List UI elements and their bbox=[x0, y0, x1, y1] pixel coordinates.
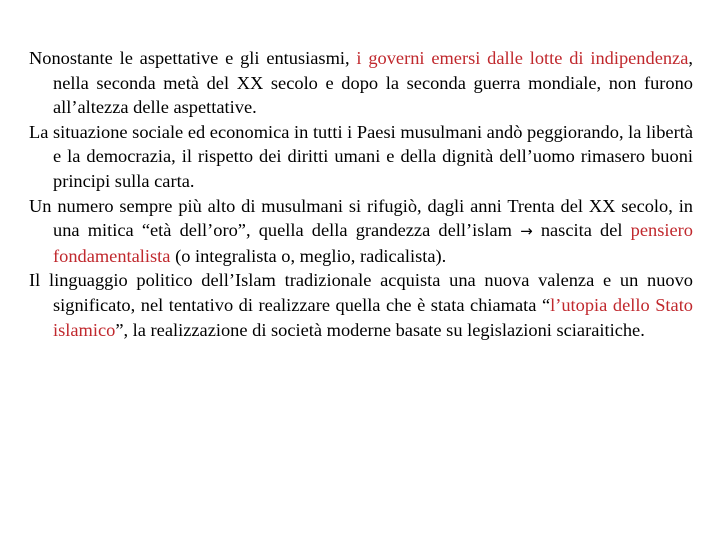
slide-body bbox=[29, 46, 693, 342]
highlight-utopia-stato-islamico: l’utopia dello Stato islamico bbox=[53, 294, 693, 340]
highlight-governi-indipendenza: i governi emersi dalle lotte di indipendenza bbox=[356, 48, 689, 68]
paragraph-situazione bbox=[29, 120, 693, 194]
highlight-pensiero-fondamentalista: pensiero fondamentalista bbox=[53, 220, 693, 266]
paragraph-3-text-a: Un numero sempre più alto di musulmani si rifugiò, dagli anni Trenta del XX secolo, in una mitica “età dell’oro”, quella della grandezza dell’islam bbox=[29, 195, 693, 241]
paragraph-3-text-c: (o integralista o, meglio, radicalista). bbox=[170, 245, 447, 266]
paragraph-linguaggio bbox=[29, 268, 693, 342]
paragraph-1-text-b: , nella seconda metà del XX secolo e dopo la seconda guerra mondiale, non furono all’altezza delle aspettative. bbox=[53, 48, 693, 118]
paragraph-2-text: La situazione sociale ed economica in tutti i Paesi musulmani andò peggiorando, la libertà e la democrazia, il rispetto dei diritti umani e della dignità dell’uomo rimasero buoni principi sulla carta. bbox=[29, 121, 693, 191]
paragraph-4-text-b: ”, la realizzazione di società moderne basate su legislazioni sciaraitiche. bbox=[115, 319, 645, 340]
right-arrow-icon: → bbox=[520, 222, 533, 241]
paragraph-4-text-a: Il linguaggio politico dell’Islam tradizionale acquista una nuova valenza e un nuovo significato, nel tentativo di realizzare quella che è stata chiamata “ bbox=[29, 270, 693, 315]
paragraph-eta-oro bbox=[29, 194, 693, 269]
paragraph-3-text-b: nascita del bbox=[532, 220, 631, 241]
paragraph-1-text-a: Nonostante le aspettative e gli entusiasmi, bbox=[29, 48, 357, 68]
paragraph-governi bbox=[29, 46, 693, 120]
